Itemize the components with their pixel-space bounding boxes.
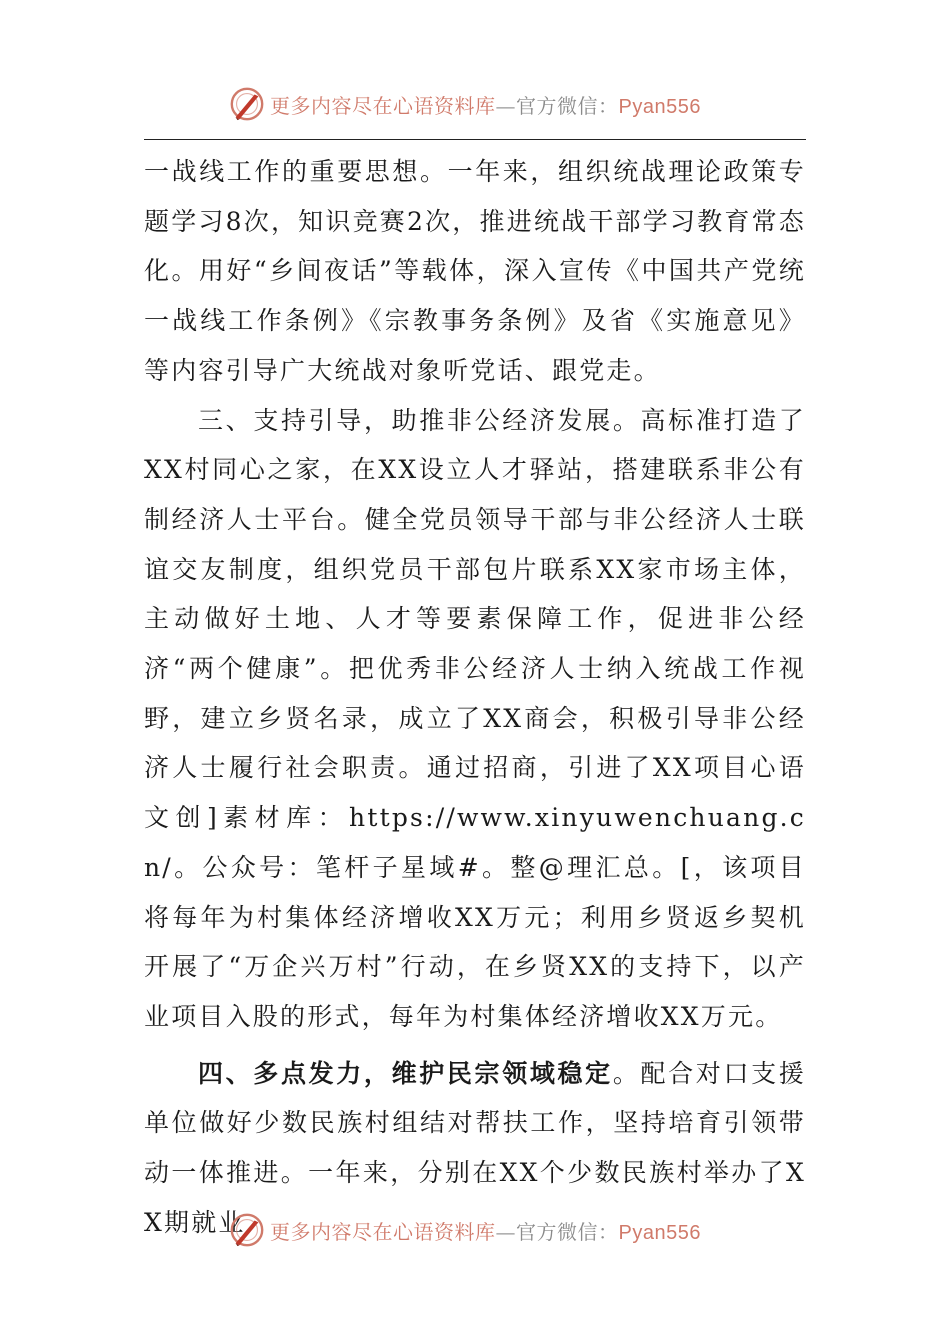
header-divider	[144, 139, 806, 140]
footer-wechat-label: 官方微信：	[516, 1219, 619, 1244]
paragraph-2: 三、支持引导，助推非公经济发展。高标准打造了XX村同心之家，在XX设立人才驿站，搭建联系非公有制经济人士平台。健全党员领导干部与非公经济人士联谊交友制度，组织党员干部包片联系XX家市场主体，主动做好土地、人才等要素保障工作，促进非公经济“两个健康”。把优秀非公经济人士纳入统战工作视野，建立乡贤名录，成立了XX商会，积极引导非公经济人士履行社会职责。通过招商，引进了XX项目心语文创]素材库：https://www.xinyuwenchuang.cn/。公众号：笔杆子星域#。整@理汇总。[，该项目将每年为村集体经济增收XX万元；利用乡贤返乡契机开展了“万企兴万村”行动，在乡贤XX的支持下，以产业项目入股的形式，每年为村集体经济增收XX万元。	[144, 405, 806, 1031]
document-body	[144, 147, 806, 1247]
paragraph-1: 一战线工作的重要思想。一年来，组织统战理论政策专题学习8次，知识竞赛2次，推进统战干部学习教育常态化。用好“乡间夜话”等载体，深入宣传《中国共产党统一战线工作条例》《宗教事务条例》及省《实施意见》等内容引导广大统战对象听党话、跟党走。	[144, 157, 806, 385]
footer-banner	[228, 1208, 722, 1252]
header-site-text: 更多内容尽在心语资料库	[270, 93, 496, 118]
footer-wechat-id: Pyan556	[618, 1221, 701, 1244]
footer-separator: —	[495, 1219, 516, 1244]
paragraph-3-heading: 四、多点发力，维护民宗领域稳定	[198, 1058, 613, 1088]
header-banner-text	[270, 90, 701, 119]
footer-site-text: 更多内容尽在心语资料库	[270, 1219, 496, 1244]
footer-banner-text	[270, 1216, 701, 1245]
paragraph-3-text: 。配合对口支援单位做好少数民族村组结对帮扶工作，坚持培育引领带动一体推进。一年来，分别在XX个少数民族村举办了XX期就业	[144, 1058, 806, 1237]
header-wechat-label: 官方微信：	[516, 93, 619, 118]
header-separator: —	[495, 93, 516, 118]
pen-logo-icon	[228, 1211, 266, 1249]
header-banner	[228, 82, 722, 126]
pen-logo-icon	[228, 85, 266, 123]
header-wechat-id: Pyan556	[618, 95, 701, 118]
